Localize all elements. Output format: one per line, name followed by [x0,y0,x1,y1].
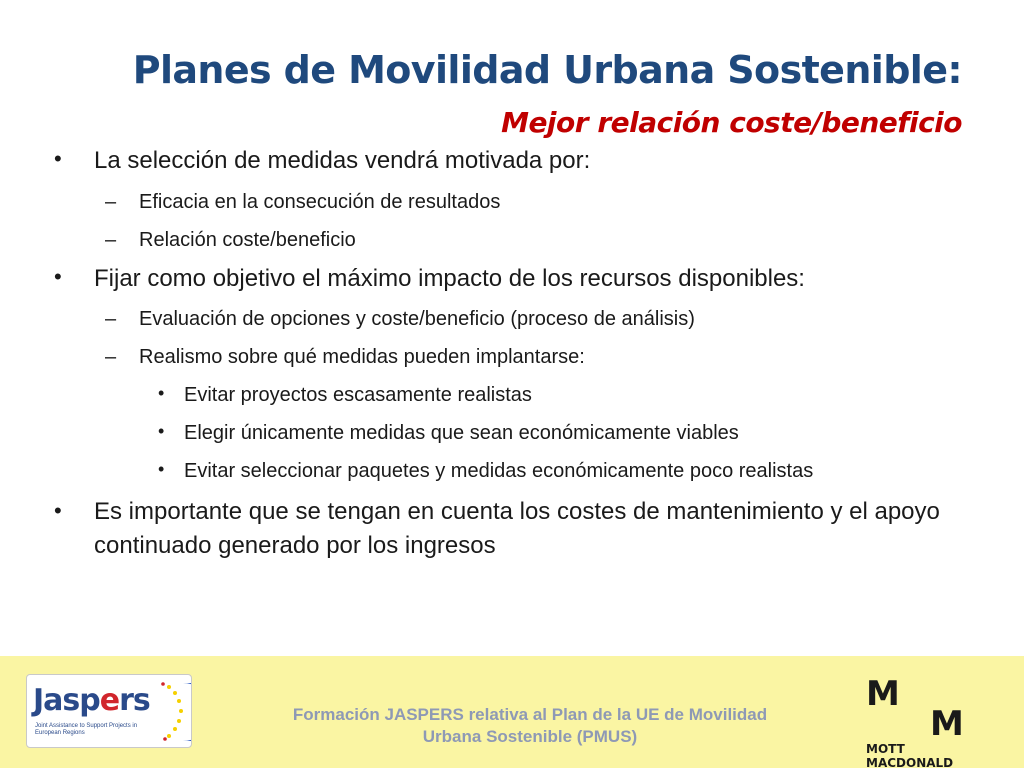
bullet-marker: • [158,383,165,403]
bullet-text: La selección de medidas vendrá motivada por: [94,147,591,174]
sub-sub-bullet-item [158,421,739,445]
bullet-text: Es importante que se tengan en cuenta los costes de mantenimiento y el apoyo continuado generado por los ingresos [94,498,940,559]
bullet-item [54,495,994,563]
bullet-marker: • [54,146,62,171]
bullet-marker: • [158,459,165,479]
bullet-marker: • [54,264,62,289]
bullet-marker: • [54,498,62,523]
jaspers-logo [26,674,192,748]
bullet-item [54,264,805,293]
sub-sub-bullet-item [158,459,814,483]
footer-caption-line1: Formación JASPERS relativa al Plan de la UE de Movilidad [292,705,768,724]
bullet-marker: • [158,421,165,441]
bullet-text: Fijar como objetivo el máximo impacto de los recursos disponibles: [94,265,805,292]
sub-sub-bullet-item [158,383,532,407]
sub-bullet-item [105,346,585,369]
footer-caption [240,704,820,748]
dash-marker: – [105,229,117,251]
sub-bullet-item [105,191,501,214]
bullet-text: Eficacia en la consecución de resultados [139,191,501,213]
jaspers-tagline: Joint Assistance to Support Projects in European Regions [35,723,138,736]
bullet-text: Realismo sobre qué medidas pueden implantarse: [139,346,585,368]
dash-marker: – [105,346,117,368]
dash-marker: – [105,308,117,330]
eu-stars-icon [161,681,191,743]
bullet-text: Relación coste/beneficio [139,229,356,251]
dash-marker: – [105,191,117,213]
footer-caption-line2: Urbana Sostenible (PMUS) [422,727,638,746]
bullet-item [54,146,591,175]
slide-subtitle: Mejor relación coste/beneficio [501,106,962,139]
mott-logo-letter: M [930,704,964,744]
sub-bullet-item [105,308,695,331]
bullet-text: Evaluación de opciones y coste/beneficio (proceso de análisis) [139,308,695,330]
slide-title: Planes de Movilidad Urbana Sostenible: [132,48,962,92]
sub-bullet-item [105,229,356,252]
jaspers-wordmark: Jaspers [33,683,150,718]
mott-logo-letter: M [866,674,900,714]
mott-macdonald-logo [864,674,994,768]
mott-logo-wordmark: MOTT MACDONALD [866,742,954,768]
bullet-text: Evitar proyectos escasamente realistas [184,384,532,406]
bullet-text: Evitar seleccionar paquetes y medidas económicamente poco realistas [184,460,814,482]
footer-band [0,656,1024,768]
bullet-text: Elegir únicamente medidas que sean económicamente viables [184,422,739,444]
